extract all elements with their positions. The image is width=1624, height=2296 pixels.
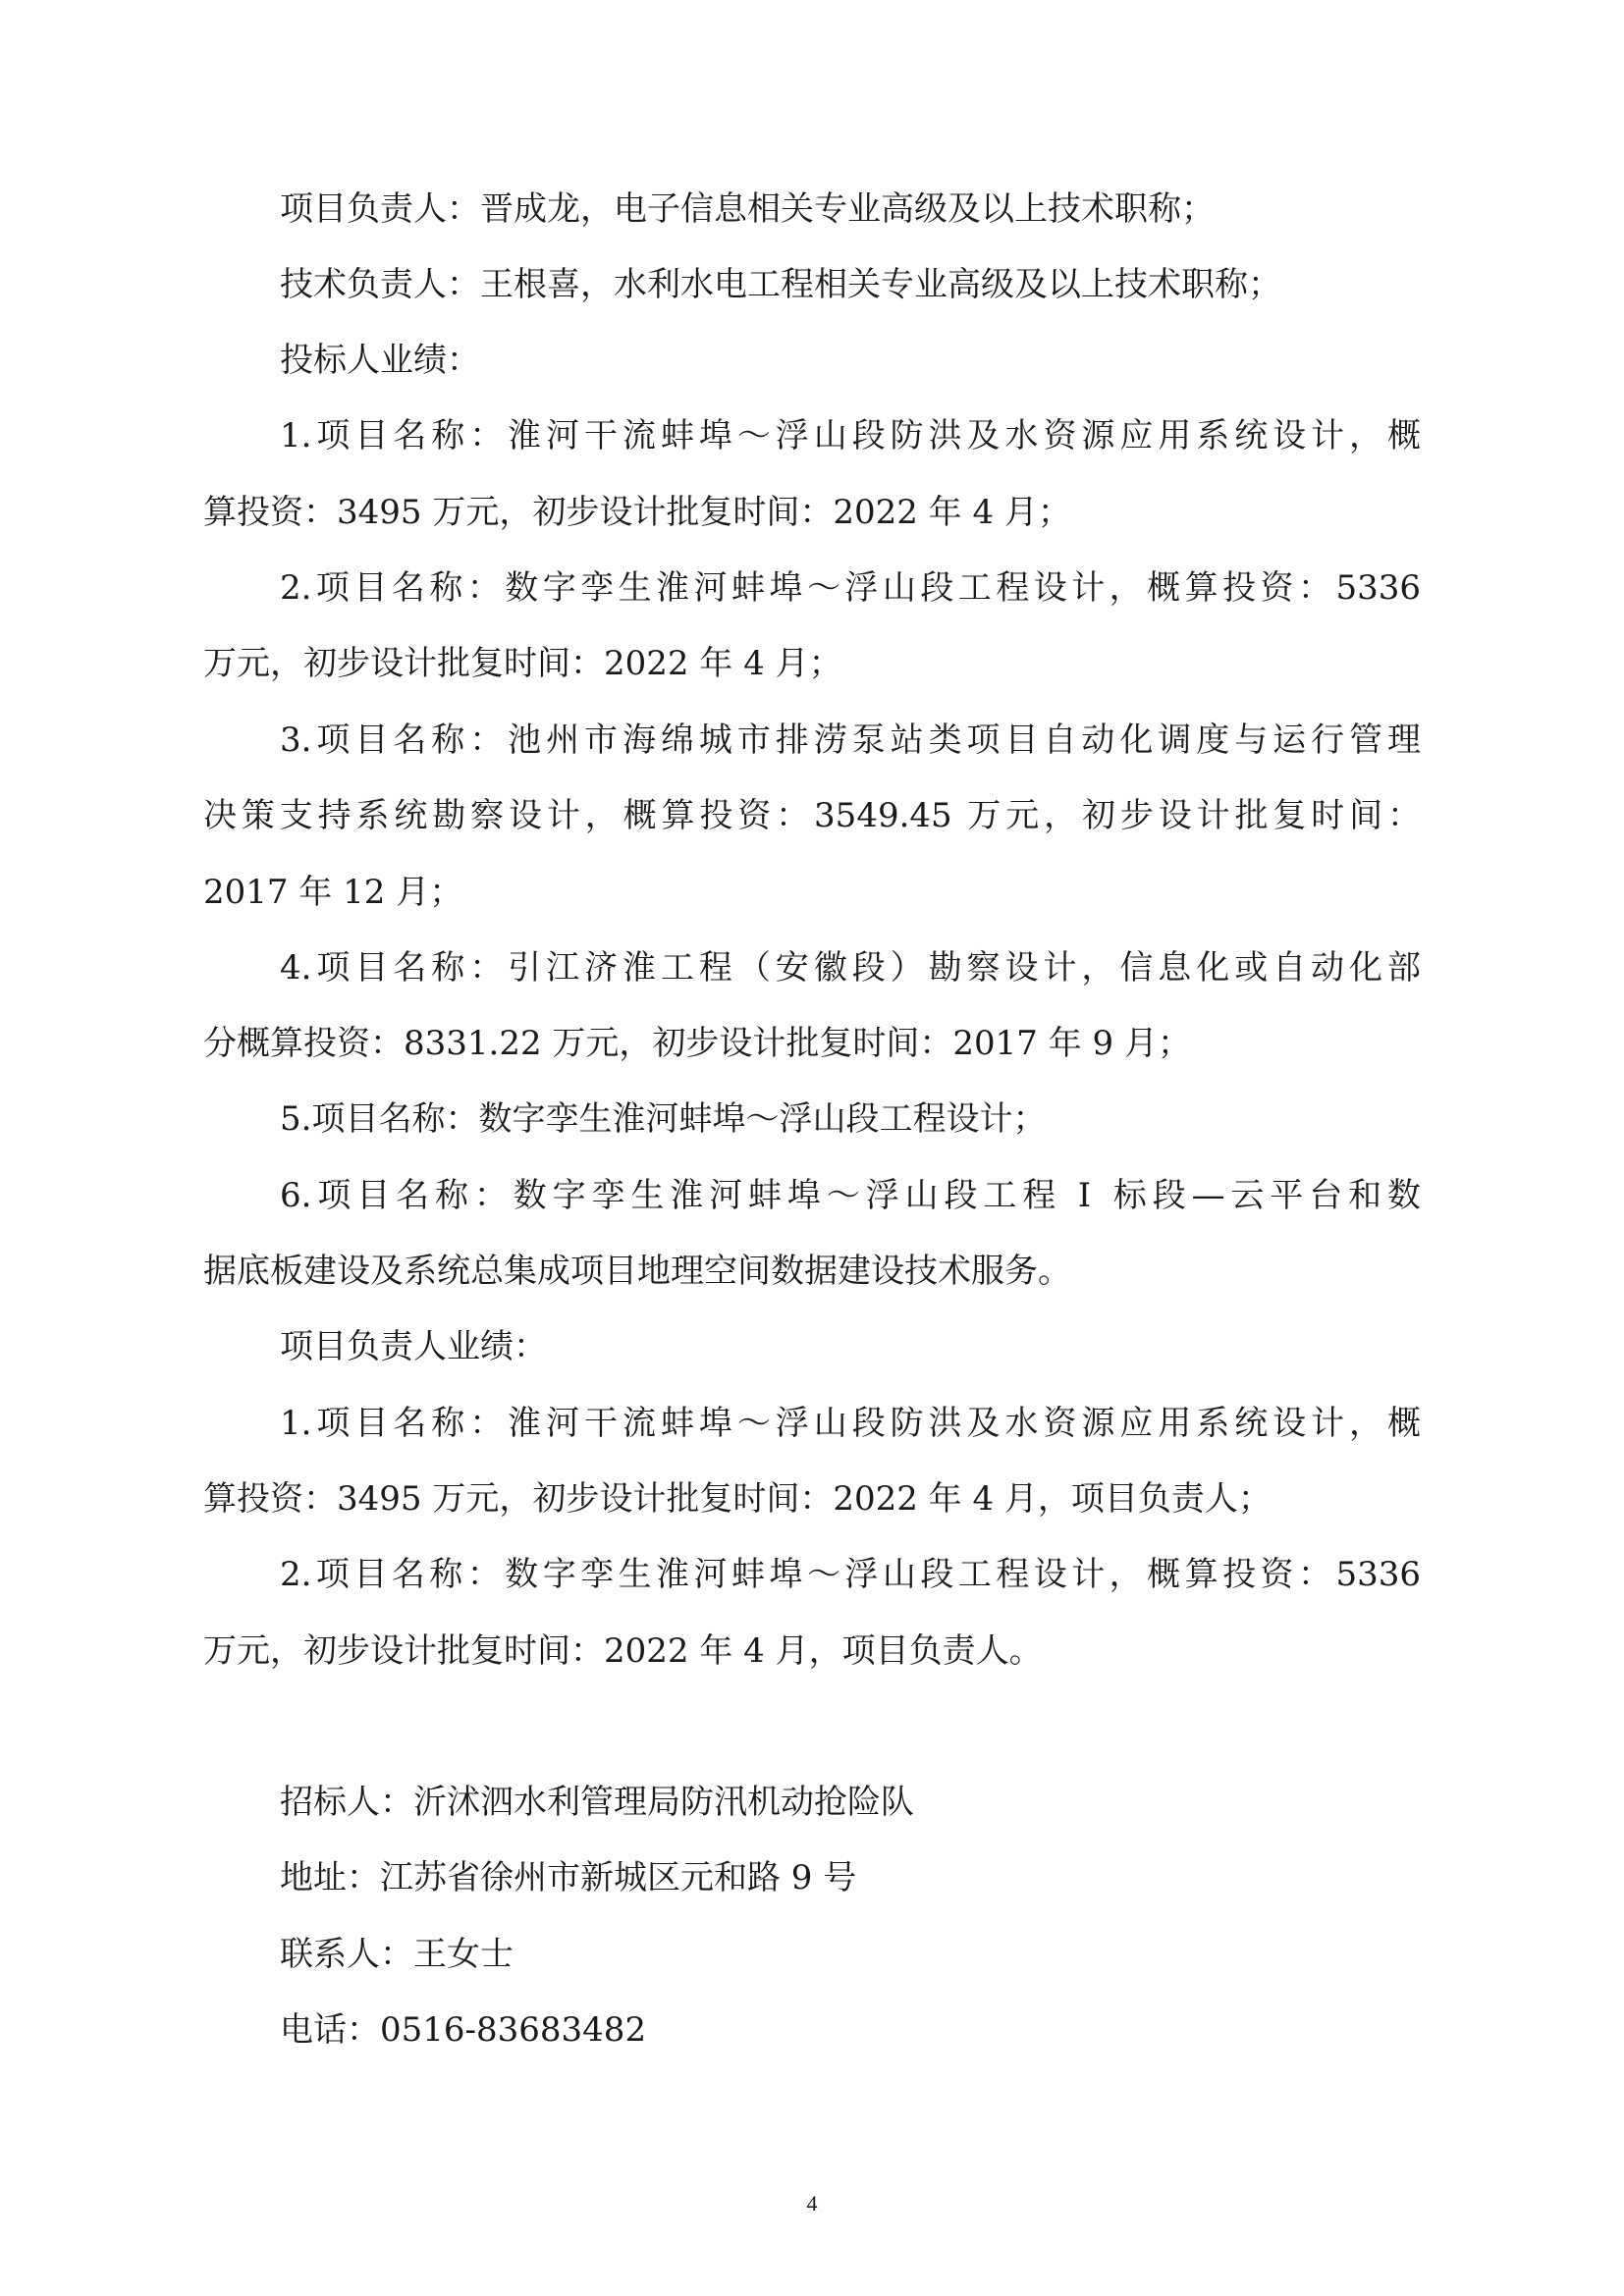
leader-performance-heading: 项目负责人业绩： (280, 1327, 547, 1366)
leader-project-1-line-1: 1.项目名称：淮河干流蚌埠～浮山段防洪及水资源应用系统设计，概 (280, 1404, 1421, 1443)
bidder-project-3-line-3: 2017 年 12 月； (203, 873, 463, 912)
bidder-project-6-line-1: 6.项目名称：数字孪生淮河蚌埠～浮山段工程 Ⅰ 标段—云平台和数 (280, 1176, 1421, 1215)
address-line: 地址：江苏省徐州市新城区元和路 9 号 (280, 1858, 857, 1897)
bidder-project-4-line-2: 分概算投资：8331.22 万元，初步设计批复时间：2017 年 9 月； (203, 1024, 1191, 1063)
bidder-project-1-line-2: 算投资：3495 万元，初步设计批复时间：2022 年 4 月； (203, 493, 1071, 532)
bidder-project-4-line-1: 4.项目名称：引江济淮工程（安徽段）勘察设计，信息化或自动化部 (280, 948, 1421, 988)
contact-line: 联系人：王女士 (280, 1935, 514, 1974)
bidder-project-3-line-2: 决策支持系统勘察设计，概算投资：3549.45 万元，初步设计批复时间： (203, 796, 1421, 835)
leader-project-2-line-1: 2.项目名称：数字孪生淮河蚌埠～浮山段工程设计，概算投资：5336 (280, 1555, 1421, 1594)
tenderer-line: 招标人：沂沭泗水利管理局防汛机动抢险队 (280, 1783, 914, 1822)
bidder-project-3-line-1: 3.项目名称：池州市海绵城市排涝泵站类项目自动化调度与运行管理 (280, 721, 1421, 760)
bidder-project-2-line-1: 2.项目名称：数字孪生淮河蚌埠～浮山段工程设计，概算投资：5336 (280, 568, 1421, 608)
bidder-project-1-line-1: 1.项目名称：淮河干流蚌埠～浮山段防洪及水资源应用系统设计，概 (280, 416, 1421, 455)
technical-leader-line: 技术负责人：王根喜，水利水电工程相关专业高级及以上技术职称； (280, 265, 1281, 304)
bidder-project-2-line-2: 万元，初步设计批复时间：2022 年 4 月； (203, 644, 842, 683)
bidder-performance-heading: 投标人业绩： (280, 341, 480, 380)
leader-project-1-line-2: 算投资：3495 万元，初步设计批复时间：2022 年 4 月，项目负责人； (203, 1479, 1272, 1519)
bidder-project-5-line: 5.项目名称：数字孪生淮河蚌埠～浮山段工程设计； (280, 1099, 1047, 1139)
bidder-project-6-line-2: 据底板建设及系统总集成项目地理空间数据建设技术服务。 (203, 1252, 1071, 1291)
leader-project-2-line-2: 万元，初步设计批复时间：2022 年 4 月，项目负责人。 (203, 1631, 1043, 1671)
page-number: 4 (806, 2191, 818, 2216)
project-leader-line: 项目负责人：晋成龙，电子信息相关专业高级及以上技术职称； (280, 189, 1215, 229)
phone-line: 电话：0516-83683482 (280, 2010, 647, 2050)
